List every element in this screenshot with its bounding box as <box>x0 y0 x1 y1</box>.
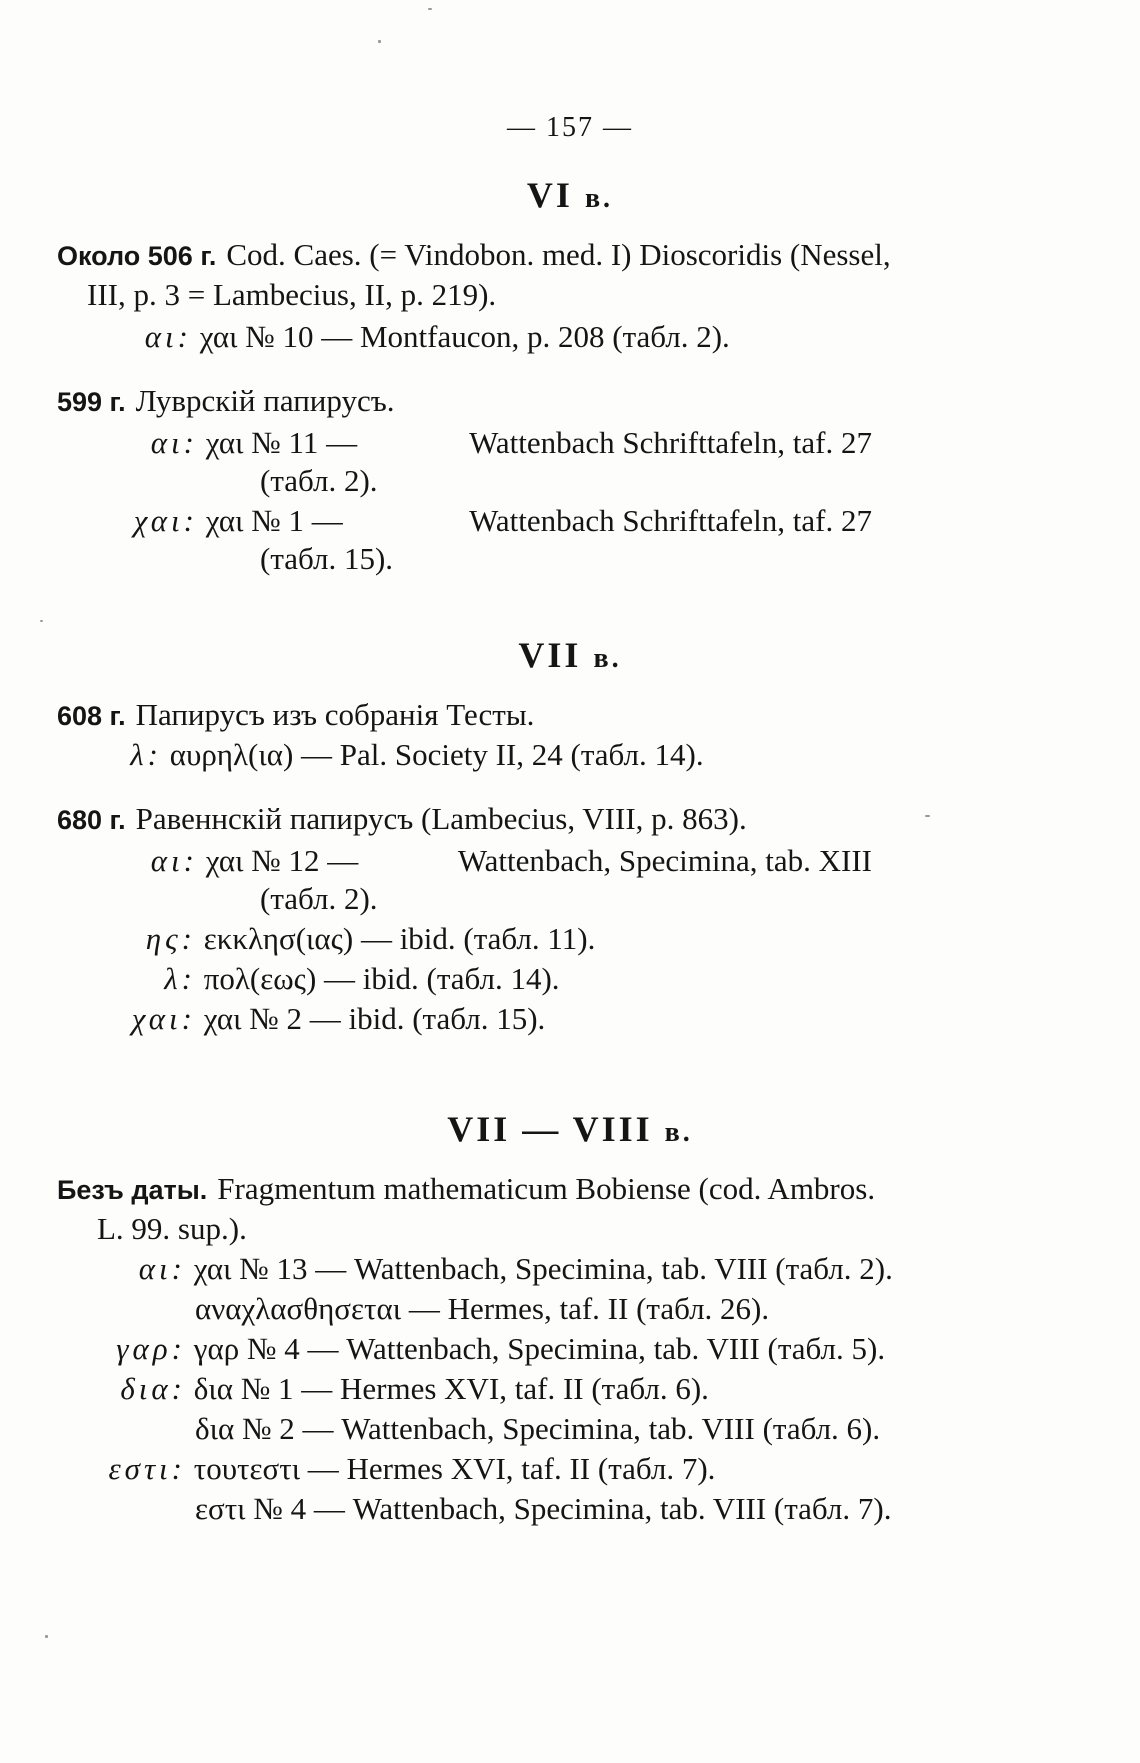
ligature-reference: χαι № 13 — Wattenbach, Specimina, tab. VIII (табл. 2). <box>193 1251 893 1286</box>
ligature-label: αι: <box>138 1251 186 1286</box>
ligature-reference: γαρ № 4 — Wattenbach, Specimina, tab. VIII (табл. 5). <box>193 1331 886 1366</box>
ligature-row <box>90 1450 715 1488</box>
entry-line <box>57 382 395 421</box>
entry-line <box>57 800 747 839</box>
ligature-row <box>112 318 730 356</box>
entry-text: Луврскій папирусъ. <box>135 383 395 418</box>
entry-line <box>57 696 534 735</box>
ligature-reference: εκκλησ(ιας) — ibid. (табл. 11). <box>203 921 596 956</box>
entry-date: 608 г. <box>57 701 126 731</box>
ligature-label: ης: <box>145 921 196 956</box>
scan-speck <box>45 1635 48 1638</box>
ligature-label: εστι: <box>108 1451 186 1486</box>
ligature-label: λ: <box>130 737 162 772</box>
ligature-source: Wattenbach Schrifttafeln, taf. 27 <box>469 503 872 538</box>
century-numeral: VI <box>526 175 573 215</box>
entry-line <box>57 236 891 275</box>
ligature-label: αι: <box>144 319 192 354</box>
ligature-row <box>112 736 704 774</box>
ligature-reference: αυρηλ(ια) — Pal. Society II, 24 (табл. 14). <box>169 737 704 772</box>
ligature-label: χαι: <box>133 503 198 538</box>
ligature-row <box>128 424 872 462</box>
page-number: — 157 — <box>507 112 633 143</box>
ligature-row <box>112 1000 545 1038</box>
entry-line <box>57 1170 875 1209</box>
entry-text: Папирусъ изъ собранія Тесты. <box>135 697 535 732</box>
ligature-label: γαρ: <box>116 1331 186 1366</box>
century-suffix: в. <box>584 183 614 214</box>
ligature-continuation: (табл. 2). <box>260 463 378 498</box>
ligature-source: Wattenbach, Specimina, tab. XIII <box>457 843 872 878</box>
ligature-continuation: εστι № 4 — Wattenbach, Specimina, tab. VIII (табл. 7). <box>195 1491 892 1526</box>
ligature-label: αι: <box>150 843 198 878</box>
century-numeral: VII — VIII <box>447 1109 653 1149</box>
scan-speck <box>428 8 432 10</box>
ligature-reference: χαι № 11 — <box>205 425 358 460</box>
ligature-row <box>112 920 595 958</box>
ligature-label: χαι: <box>131 1001 196 1036</box>
ligature-label: δια: <box>120 1371 186 1406</box>
scan-speck <box>925 815 930 817</box>
section-heading-vii <box>0 634 1140 676</box>
ligature-row <box>104 1330 885 1368</box>
section-heading-vi <box>0 174 1140 216</box>
ligature-row <box>112 502 872 540</box>
ligature-reference: χαι № 2 — ibid. (табл. 15). <box>203 1001 546 1036</box>
ligature-reference: δια № 1 — Hermes XVI, taf. II (табл. 6). <box>193 1371 709 1406</box>
ligature-continuation: (табл. 15). <box>260 541 394 576</box>
entry-date: 599 г. <box>57 387 126 417</box>
scan-speck <box>40 620 43 622</box>
ligature-row <box>128 842 872 880</box>
ligature-row <box>104 1250 893 1288</box>
ligature-reference: χαι № 12 — <box>205 843 359 878</box>
century-suffix: в. <box>593 643 622 674</box>
ligature-source: Wattenbach Schrifttafeln, taf. 27 <box>469 425 872 460</box>
ligature-label: λ: <box>164 961 196 996</box>
ligature-continuation: αναχλασθησεται — Hermes, taf. II (табл. 26). <box>195 1291 770 1326</box>
entry-date: 680 г. <box>57 805 126 835</box>
entry-continuation: L. 99. sup.). <box>97 1211 247 1246</box>
ligature-continuation: δια № 2 — Wattenbach, Specimina, tab. VIII (табл. 6). <box>195 1411 881 1446</box>
entry-text: Равеннскій папирусъ (Lambecius, VIII, p. 863). <box>135 801 747 836</box>
ligature-row <box>104 1370 709 1408</box>
ligature-row <box>112 960 560 998</box>
entry-continuation: III, p. 3 = Lambecius, II, p. 219). <box>87 277 497 312</box>
entry-text: Fragmentum mathematicum Bobiense (cod. Ambros. <box>217 1171 876 1206</box>
entry-text: Cod. Caes. (= Vindobon. med. I) Dioscoridis (Nessel, <box>226 237 891 272</box>
section-heading-vii-viii <box>0 1108 1140 1150</box>
scan-speck <box>378 40 381 43</box>
century-suffix: в. <box>664 1117 693 1148</box>
entry-date: Около 506 г. <box>57 241 217 271</box>
ligature-label: αι: <box>150 425 198 460</box>
ligature-reference: χαι № 10 — Montfaucon, p. 208 (табл. 2). <box>199 319 730 354</box>
ligature-reference: τουτεστι — Hermes XVI, taf. II (табл. 7). <box>193 1451 716 1486</box>
ligature-reference: πολ(εως) — ibid. (табл. 14). <box>203 961 560 996</box>
ligature-continuation: (табл. 2). <box>260 881 378 916</box>
century-numeral: VII <box>518 635 582 675</box>
entry-date: Безъ даты. <box>57 1175 208 1205</box>
ligature-reference: χαι № 1 — <box>205 503 343 538</box>
